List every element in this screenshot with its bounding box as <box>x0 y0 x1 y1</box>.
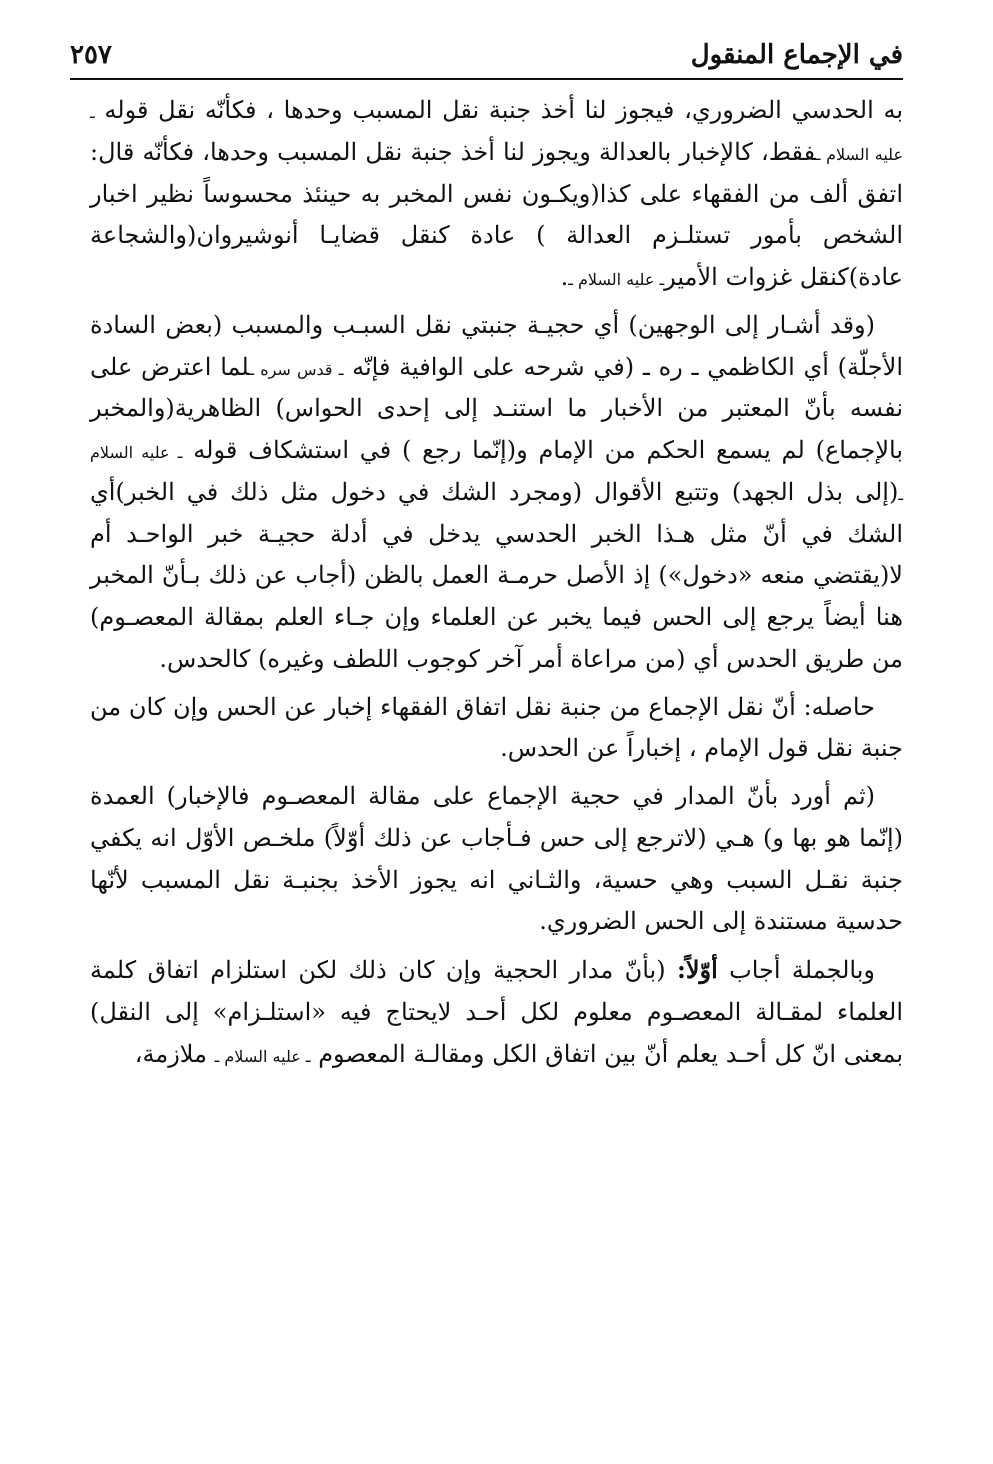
honorific: ـ عليه السلام ـ <box>568 270 665 289</box>
text-segment: فقط، كالإخبار بالعدالة ويجوز لنا أخذ جنبة نقل المسبب وحدها، فكأنّه قال: اتفق ألف من الفقهاء على كذا(ويكـون نفس المخبر به حينئذ محسوساً نظير اخبار الشخص بأمور تستلـزم العدالة ) عادة كنقل قضايـا أنوشيروان(والشجاعة عادة)كنقل غزوات الأمير <box>90 137 903 291</box>
honorific: ـ قدس سره ـ <box>249 359 344 379</box>
text-segment: (ثم أورد بأنّ المدار في حجية الإجماع على مقالة المعصـوم فالإخبار) العمدة (إنّما هو بها و) هـي (لاترجع إلى حس فـأجاب عن ذلك أوّلاً) ملخـص الأوّل انه يكفي جنبة نقـل السبب وهي حسية، والثـاني انه يجوز الأخذ بجنبـة نقل المسبب لأنّها حدسية مستندة إلى الحس الضروري. <box>90 782 903 936</box>
paragraph-2 <box>90 305 903 681</box>
paragraph-3 <box>90 687 903 771</box>
running-title: في الإجماع المنقول <box>690 40 903 70</box>
text-segment: لما اعترض على نفسه بأنّ المعتبر من الأخبار ما استنـد إلى إحدى الحواس) الظاهرية(والمخبر بالإجماع) لم يسمع الحكم من الإمام و(إنّما رجع ) في استشكاف قوله <box>90 352 904 464</box>
text-segment: . <box>560 263 569 291</box>
honorific: ـ عليه السلام ـ <box>90 103 903 164</box>
page-number: ٢٥٧ <box>70 40 112 70</box>
page-header <box>70 34 903 80</box>
text-segment: ملازمة، <box>134 1039 215 1068</box>
emphasis-first: أوّلاً: <box>676 955 718 984</box>
text-segment: حاصله: أنّ نقل الإجماع من جنبة نقل اتفاق الفقهاء إخبار عن الحس وإن كان من جنبة نقل قول الإمام ، إخباراً عن الحدس. <box>90 692 903 763</box>
text-segment: وبالجملة أجاب <box>717 956 875 984</box>
text-segment: (إلى بذل الجهد) وتتبع الأقوال (ومجرد الشك في دخول مثل ذلك في الخبر)أي الشك في أنّ مثل هـذا الخبر الحدسي يدخل في أدلة حجيـة خبر الواحـد أم لا(يقتضي منعه «دخول») إذ الأصل حرمـة العمل بالظن (أجاب عن ذلك بـأنّ المخبر هنا أيضاً يرجع إلى الحس فيما يخبر عن العلماء وإن جـاء العلم بمقالة المعصـوم) من طريق الحدس أي (من مراعاة أمر آخر كوجوب اللطف وغيره) كالحدس. <box>90 477 903 673</box>
honorific: ـ عليه السلام ـ <box>90 443 903 504</box>
text-segment: (بأنّ مدار الحجية وإن كان ذلك لكن استلزام اتفاق كلمة العلماء لمقـالة المعصـوم معلوم لكل أحـد لايحتاج فيه «استلـزام» إلى النقل) بمعنى انّ كل أحـد يعلم أنّ بين اتفاق الكل ومقالـة المعصوم <box>90 956 904 1068</box>
text-segment: (وقد أشـار إلى الوجهين) أي حجيـة جنبتي نقل السبـب والمسبب (بعض السادة الأجلّة) أي الكاظمي ـ ره ـ (في شرحه على الوافية فإنّه <box>90 310 903 381</box>
paragraph-5 <box>90 949 903 1075</box>
header-rule <box>70 78 903 80</box>
honorific: ـ عليه السلام ـ <box>214 1046 311 1066</box>
text-segment: به الحدسي الضروري، فيجوز لنا أخذ جنبة نقل المسبب وحدها ، فكأنّه نقل قوله <box>94 96 903 124</box>
body-text <box>90 90 903 1081</box>
paragraph-4 <box>90 776 903 943</box>
paragraph-1 <box>90 90 903 299</box>
